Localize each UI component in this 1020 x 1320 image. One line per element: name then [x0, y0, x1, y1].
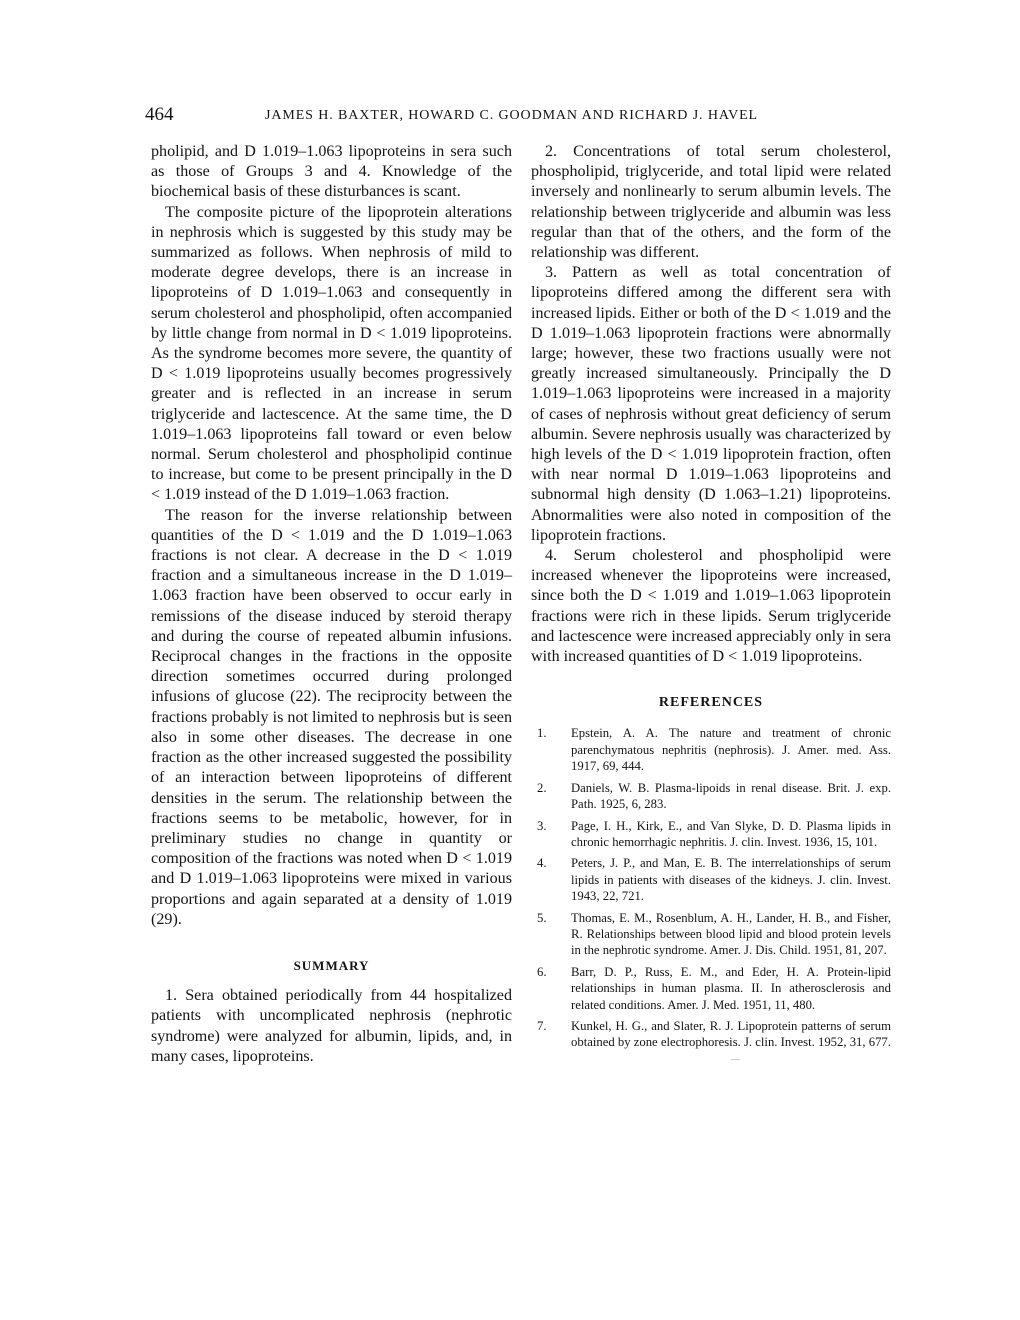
reference-text: Epstein, A. A. The nature and treatment of chronic parenchymatous nephritis (nephrosis). J. Amer. med. Ass. 1917, 69, 444.: [571, 726, 891, 774]
summary-item-4: 4. Serum cholesterol and phospholipid were increased whenever the lipoproteins were increased, since both the D < 1.019 and 1.019–1.063 lipoprotein fractions were rich in these lipids. Serum triglyceride and lactescence were increased appreciably only in sera with increased quantities of D < 1.019 lipoproteins.: [531, 547, 891, 666]
reference-item: [531, 964, 891, 1013]
reference-number: 7.: [537, 1018, 547, 1033]
reference-number: 6.: [537, 964, 547, 979]
reference-item: [531, 818, 891, 851]
page-number: 464: [145, 104, 174, 125]
reference-text: Thomas, E. M., Rosenblum, A. H., Lander, H. B., and Fisher, R. Relationships between blood lipid and blood protein levels in the nephrotic syndrome. Amer. J. Dis. Child. 1951, 81, 207.: [571, 910, 891, 958]
summary-item-1: 1. Sera obtained periodically from 44 hospitalized patients with uncomplicated nephrosis (nephrotic syndrome) were analyzed for albumin, lipids, and, in many cases, lipoproteins.: [151, 987, 512, 1065]
reference-text: Barr, D. P., Russ, E. M., and Eder, H. A. Protein-lipid relationships in human plasma. II. In atherosclerosis and related conditions. Amer. J. Med. 1951, 11, 480.: [571, 964, 891, 1012]
reference-number: 2.: [537, 780, 547, 795]
reference-text: Peters, J. P., and Man, E. B. The interrelationships of serum lipids in patients with diseases of the kidneys. J. clin. Invest. 1943, 22, 721.: [571, 856, 891, 904]
end-divider: [731, 1059, 740, 1060]
summary-item-2: 2. Concentrations of total serum cholesterol, phospholipid, triglyceride, and total lipid were related inversely and nonlinearly to serum albumin levels. The relationship between triglyceride and albumin was less regular than that of the others, and the form of the relationship was different.: [531, 143, 891, 262]
reference-number: 3.: [537, 818, 547, 833]
reference-text: Page, I. H., Kirk, E., and Van Slyke, D. D. Plasma lipids in chronic hemorrhagic nephritis. J. clin. Invest. 1936, 15, 101.: [571, 818, 891, 849]
right-column: [531, 142, 891, 1060]
reference-item: [531, 1018, 891, 1051]
paragraph-inverse-relationship: The reason for the inverse relationship between quantities of the D < 1.019 and the D 1.019–1.063 fractions is not clear. A decrease in the D < 1.019 fraction and a simultaneous increase in the D 1.019–1.063 fraction have been observed to occur early in remissions of the disease induced by steroid therapy and during the course of repeated albumin infusions. Reciprocal changes in the fractions in the opposite direction sometimes occurred during prolonged infusions of glucose (22). The reciprocity between the fractions probably is not limited to nephrosis but is seen also in some other diseases. The decrease in one fraction as the other increased suggested the possibility of an interaction between lipoproteins of different densities in the serum. The relationship between the fractions seems to be metabolic, however, for in preliminary studies no change in quantity or composition of the fractions was noted when D < 1.019 and D 1.019–1.063 lipoproteins were mixed in various proportions and again separated at a density of 1.019 (29).: [151, 506, 512, 928]
paragraph-continued: pholipid, and D 1.019–1.063 lipoproteins in sera such as those of Groups 3 and 4. Knowledge of the biochemical basis of these disturbances is scant.: [151, 143, 512, 201]
reference-text: Kunkel, H. G., and Slater, R. J. Lipoprotein patterns of serum obtained by zone electrophoresis. J. clin. Invest. 1952, 31, 677.: [571, 1018, 891, 1050]
references-heading: REFERENCES: [658, 695, 764, 711]
summary-item-3: 3. Pattern as well as total concentration of lipoproteins differed among the different sera with increased lipids. Either or both of the D < 1.019 and the D 1.019–1.063 lipoprotein fractions were abnormally large; however, these two fractions usually were not greatly increased simultaneously. Principally the D 1.019–1.063 lipoproteins were increased in a majority of cases of nephrosis without great deficiency of serum albumin. Severe nephrosis usually was characterized by high levels of the D < 1.019 lipoprotein fraction, often with near normal D 1.019–1.063 lipoproteins and subnormal high density (D 1.063–1.21) lipoproteins. Abnormalities were also noted in composition of the lipoprotein fractions.: [531, 264, 891, 544]
reference-number: 5.: [537, 910, 547, 925]
summary-heading: SUMMARY: [293, 957, 370, 973]
reference-text: Daniels, W. B. Plasma-lipoids in renal disease. Brit. J. exp. Path. 1925, 6, 283.: [571, 780, 891, 812]
header-authors: JAMES H. BAXTER, HOWARD C. GOODMAN AND RICHARD J. HAVEL: [265, 108, 758, 123]
running-head: [145, 104, 765, 130]
reference-item: [531, 910, 891, 959]
reference-number: 1.: [537, 726, 547, 741]
reference-item: [531, 855, 891, 904]
paragraph-composite-picture: The composite picture of the lipoprotein alterations in nephrosis which is suggested by this study may be summarized as follows. When nephrosis of mild to moderate degree develops, there is an increase in lipoproteins of D 1.019–1.063 and consequently in serum cholesterol and phospholipid, often accompanied by little change from normal in D < 1.019 lipoproteins. As the syndrome becomes more severe, the quantity of D < 1.019 lipoproteins usually becomes progressively greater and is reflected in an increase in serum triglyceride and lactescence. At the same time, the D 1.019–1.063 lipoproteins fall toward or even below normal. Serum cholesterol and phospholipid continue to increase, but come to be present principally in the D < 1.019 instead of the D 1.019–1.063 fraction.: [151, 203, 512, 504]
references-list: [531, 725, 891, 1050]
left-column: [151, 142, 512, 1067]
reference-number: 4.: [537, 856, 547, 871]
reference-item: [531, 780, 891, 813]
reference-item: [531, 725, 891, 774]
